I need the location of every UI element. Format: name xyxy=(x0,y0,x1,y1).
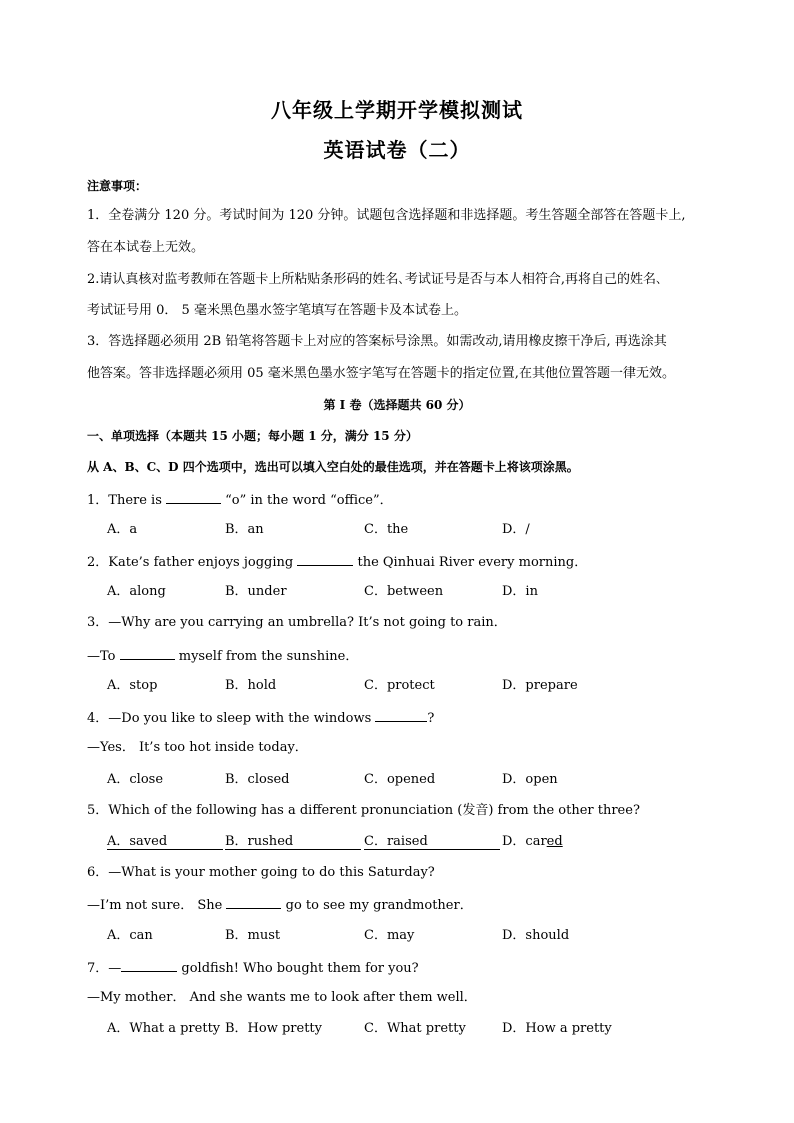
question-7-reply: —My mother． And she wants me to look after them well． xyxy=(87,990,477,1005)
question-7-option-c: C．What pretty xyxy=(364,1021,466,1036)
section-heading: 一、单项选择（本题共 15 小题；每小题 1 分，满分 15 分） xyxy=(87,429,418,443)
page-subtitle: 英语试卷（二） xyxy=(323,138,471,162)
question-6-option-c: C．may xyxy=(364,928,415,943)
note-3-line-2: 他答案。答非选择题必须用 05 毫米黑色墨水签字笔写在答题卡的指定位置,在其他位置答题一律无效。 xyxy=(87,366,675,381)
question-5-option-a xyxy=(107,833,223,850)
question-7-option-a: A．What a pretty xyxy=(107,1021,221,1036)
option-text: C．rais xyxy=(364,834,412,849)
option-text: D．car xyxy=(502,834,547,849)
option-text: B．rush xyxy=(225,834,278,849)
stem-text: goldfish! Who bought them for you? xyxy=(177,961,419,976)
question-2-stem xyxy=(87,552,587,572)
question-3-stem: 3．—Why are you carrying an umbrella? It’s not going to rain． xyxy=(87,615,507,630)
stem-text: “o” in the word “office”． xyxy=(221,493,393,508)
note-1-line-1: 1．全卷满分 120 分。考试时间为 120 分钟。试题包含选择题和非选择题。考生答题全部答在答题卡上, xyxy=(87,208,686,223)
stem-text: 4．—Do you like to sleep with the windows xyxy=(87,711,376,726)
answer-blank xyxy=(166,490,221,504)
question-3-option-a: A．stop xyxy=(107,678,158,693)
note-2-line-2: 考试证号用 0． 5 毫米黑色墨水签字笔填写在答题卡及本试卷上。 xyxy=(87,303,467,318)
underlined-letters: ed xyxy=(277,834,294,849)
stem-text: —I’m not sure． She xyxy=(87,898,227,913)
answer-blank xyxy=(297,552,353,566)
part-label: 第 I 卷（选择题共 60 分） xyxy=(323,398,471,412)
page-title: 八年级上学期开学模拟测试 xyxy=(271,98,523,122)
stem-text: the Qinhuai River every morning． xyxy=(353,555,588,570)
question-1-option-a: A．a xyxy=(107,522,138,537)
question-2-option-a: A．along xyxy=(107,584,166,599)
question-6-stem: 6．—What is your mother going to do this Saturday? xyxy=(87,865,435,880)
answer-blank xyxy=(375,708,427,722)
question-6-option-b: B．must xyxy=(225,928,281,943)
question-1-stem xyxy=(87,490,393,510)
underlined-letters: ed xyxy=(411,834,428,849)
question-5-option-c xyxy=(364,833,500,850)
question-1-option-c: C．the xyxy=(364,522,409,537)
question-4-stem xyxy=(87,708,434,728)
question-3-option-b: B．hold xyxy=(225,678,277,693)
question-4-option-b: B．closed xyxy=(225,772,290,787)
stem-text: 2．Kate’s father enjoys jogging xyxy=(87,555,298,570)
question-5-option-b xyxy=(225,833,361,850)
question-3-option-d: D．prepare xyxy=(502,678,578,693)
question-2-option-d: D．in xyxy=(502,584,538,599)
question-3-reply xyxy=(87,646,358,666)
note-3-line-1: 3．答选择题必须用 2B 铅笔将答题卡上对应的答案标号涂黑。如需改动,请用橡皮擦干净后, 再选涂其 xyxy=(87,334,667,349)
question-7-option-d: D．How a pretty xyxy=(502,1021,612,1036)
note-1-line-2: 答在本试卷上无效。 xyxy=(87,240,205,255)
answer-blank xyxy=(120,646,175,660)
note-2-line-1: 2.请认真核对监考教师在答题卡上所粘贴条形码的姓名､考试证号是否与本人相符合,再将自己的姓名､ xyxy=(87,272,663,287)
question-5-stem: 5．Which of the following has a different pronunciation (发音) from the other three? xyxy=(87,803,640,818)
question-7-stem xyxy=(87,958,419,978)
stem-text: 1．There is xyxy=(87,493,167,508)
stem-text: ? xyxy=(427,711,435,726)
notes-heading: 注意事项： xyxy=(87,179,148,193)
question-6-option-a: A．can xyxy=(107,928,153,943)
question-2-option-c: C．between xyxy=(364,584,444,599)
question-4-option-d: D．open xyxy=(502,772,558,787)
option-text: A．sav xyxy=(107,834,152,849)
answer-blank xyxy=(226,895,281,909)
stem-text: 7．— xyxy=(87,961,122,976)
question-6-option-d: D．should xyxy=(502,928,570,943)
underlined-letters: ed xyxy=(546,834,563,849)
question-4-option-c: C．opened xyxy=(364,772,436,787)
question-7-option-b: B．How pretty xyxy=(225,1021,322,1036)
question-2-option-b: B．under xyxy=(225,584,287,599)
question-6-reply xyxy=(87,895,473,915)
question-5-option-d xyxy=(502,833,563,851)
section-instruction: 从 A、B、C、D 四个选项中，选出可以填入空白处的最佳选项，并在答题卡上将该项涂黑。 xyxy=(87,460,579,474)
question-4-reply: —Yes． It’s too hot inside today． xyxy=(87,740,308,755)
answer-blank xyxy=(121,958,177,972)
question-1-option-d: D．/ xyxy=(502,522,530,537)
question-3-option-c: C．protect xyxy=(364,678,435,693)
question-1-option-b: B．an xyxy=(225,522,264,537)
stem-text: myself from the sunshine． xyxy=(174,649,359,664)
stem-text: —To xyxy=(87,649,120,664)
question-4-option-a: A．close xyxy=(107,772,164,787)
underlined-letters: ed xyxy=(151,834,168,849)
stem-text: go to see my grandmother． xyxy=(281,898,473,913)
